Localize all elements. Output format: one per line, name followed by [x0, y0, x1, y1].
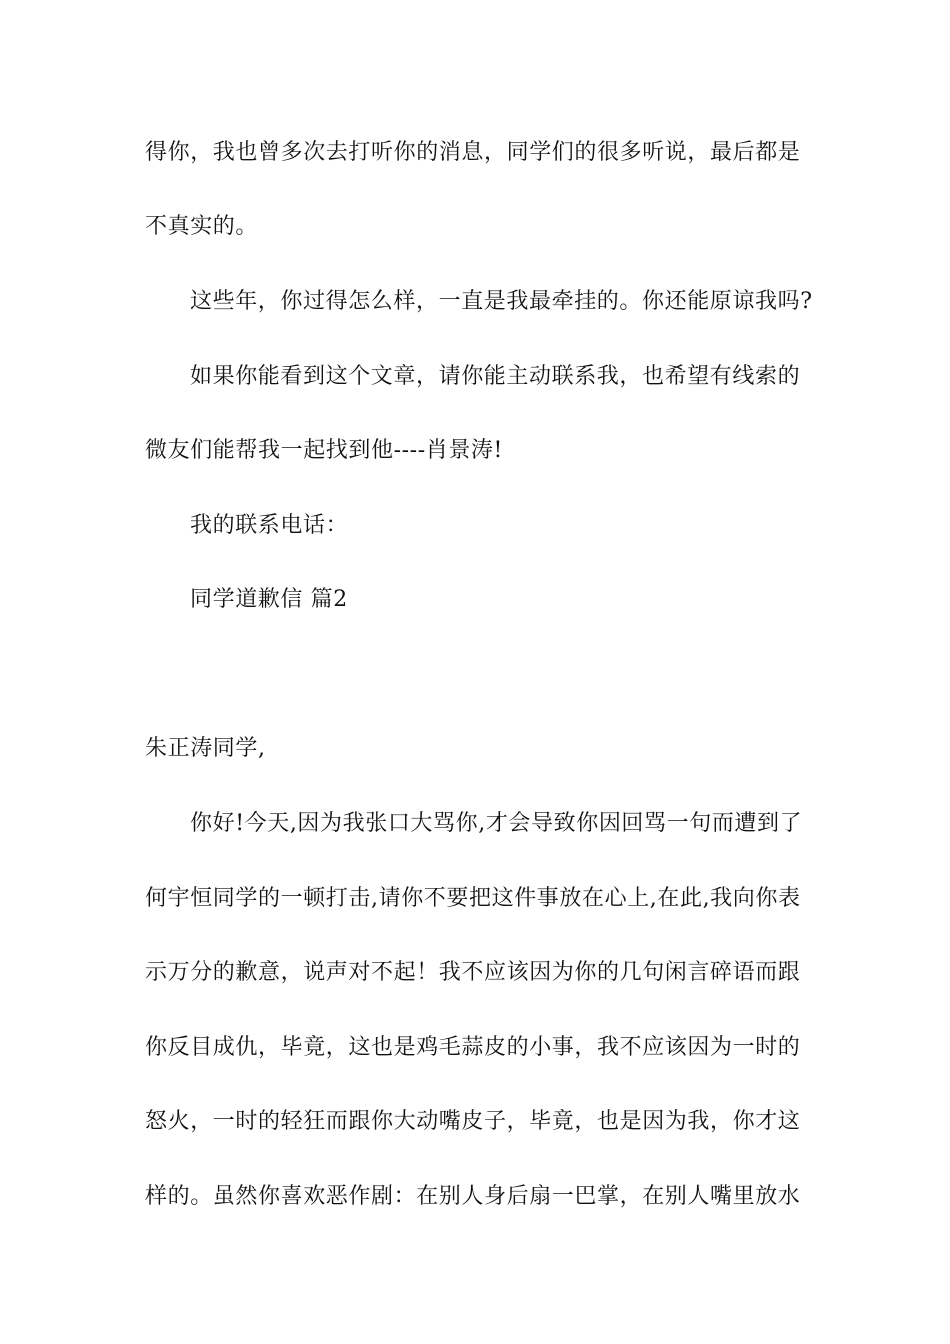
section-heading: 同学道歉信 篇2	[190, 587, 348, 612]
text-line: 如果你能看到这个文章，请你能主动联系我，也希望有线索的	[190, 364, 801, 389]
text-line: 不真实的。	[145, 214, 259, 239]
text-line: 得你，我也曾多次去打听你的消息，同学们的很多听说，最后都是	[145, 140, 801, 165]
text-line: 微友们能帮我一起找到他----肖景涛!	[145, 438, 503, 463]
text-line: 怒火，一时的轻狂而跟你大动嘴皮子，毕竟，也是因为我，你才这	[145, 1109, 801, 1134]
text-line: 样的。虽然你喜欢恶作剧：在别人身后扇一巴掌，在别人嘴里放水	[145, 1184, 801, 1209]
text-line: 你好!今天,因为我张口大骂你,才会导致你因回骂一句而遭到了	[190, 811, 803, 836]
text-line: 这些年，你过得怎么样，一直是我最牵挂的。你还能原谅我吗?	[190, 289, 813, 314]
text-line: 你反目成仇，毕竟，这也是鸡毛蒜皮的小事，我不应该因为一时的	[145, 1035, 801, 1060]
text-line: 何宇恒同学的一顿打击,请你不要把这件事放在心上,在此,我向你表	[145, 886, 801, 911]
salutation: 朱正涛同学,	[145, 736, 266, 761]
text-line: 我的联系电话：	[190, 513, 349, 538]
text-line: 示万分的歉意，说声对不起！我不应该因为你的几句闲言碎语而跟	[145, 960, 801, 985]
